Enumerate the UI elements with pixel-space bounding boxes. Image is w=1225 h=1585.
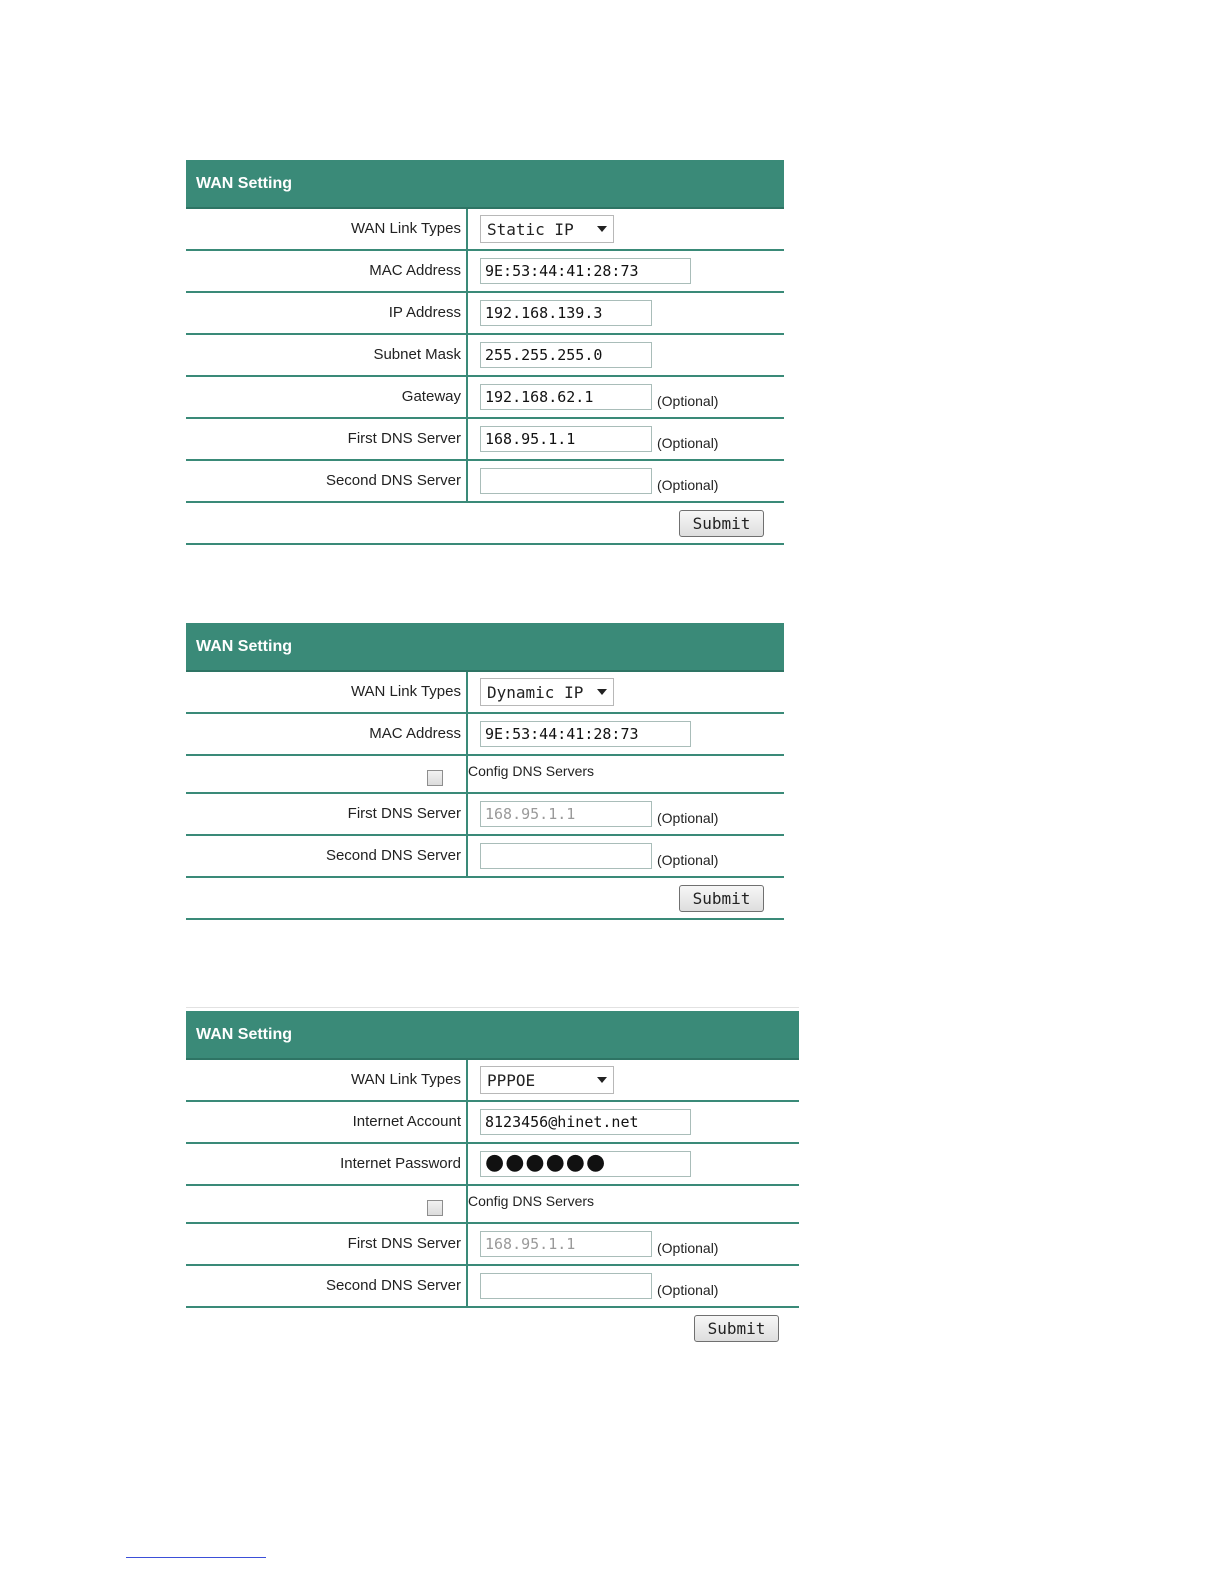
row-link-type bbox=[186, 209, 784, 251]
link-type-value: Static IP bbox=[487, 219, 574, 239]
row-password bbox=[186, 1144, 799, 1186]
second-dns-input[interactable] bbox=[480, 1273, 652, 1299]
optional-note: (Optional) bbox=[657, 852, 719, 868]
optional-note: (Optional) bbox=[657, 1282, 719, 1298]
panel-title: WAN Setting bbox=[186, 623, 784, 672]
label-mac: MAC Address bbox=[186, 714, 468, 754]
link-type-value: PPPOE bbox=[487, 1070, 536, 1090]
wan-setting-panel-dynamic bbox=[186, 623, 784, 920]
ip-address-input[interactable]: 192.168.139.3 bbox=[480, 300, 652, 326]
row-submit bbox=[186, 503, 784, 545]
label-dns2: Second DNS Server bbox=[186, 461, 468, 501]
config-dns-label: Config DNS Servers bbox=[468, 1193, 595, 1209]
first-dns-input[interactable]: 168.95.1.1 bbox=[480, 1231, 652, 1257]
label-account: Internet Account bbox=[186, 1102, 468, 1142]
link-type-value: Dynamic IP bbox=[487, 682, 584, 702]
submit-button[interactable]: Submit bbox=[679, 885, 764, 912]
row-dns2 bbox=[186, 1266, 799, 1308]
label-link-type: WAN Link Types bbox=[186, 672, 468, 712]
row-submit bbox=[186, 878, 784, 920]
panel-title: WAN Setting bbox=[186, 1011, 799, 1060]
config-dns-checkbox-cell bbox=[186, 756, 468, 792]
label-dns1: First DNS Server bbox=[186, 1224, 468, 1264]
row-mac bbox=[186, 251, 784, 293]
label-ip: IP Address bbox=[186, 293, 468, 333]
row-dns2 bbox=[186, 836, 784, 878]
row-config-dns bbox=[186, 1186, 799, 1224]
config-dns-checkbox-cell bbox=[186, 1186, 468, 1222]
first-dns-input[interactable]: 168.95.1.1 bbox=[480, 426, 652, 452]
second-dns-input[interactable] bbox=[480, 843, 652, 869]
label-link-type: WAN Link Types bbox=[186, 1060, 468, 1100]
label-mask: Subnet Mask bbox=[186, 335, 468, 375]
chevron-down-icon bbox=[597, 689, 607, 695]
row-dns1 bbox=[186, 419, 784, 461]
label-dns2: Second DNS Server bbox=[186, 836, 468, 876]
label-dns1: First DNS Server bbox=[186, 419, 468, 459]
link-type-select[interactable] bbox=[480, 1066, 614, 1094]
wan-setting-panel-pppoe bbox=[186, 1011, 799, 1348]
config-dns-label: Config DNS Servers bbox=[468, 763, 595, 779]
gateway-input[interactable]: 192.168.62.1 bbox=[480, 384, 652, 410]
label-gateway: Gateway bbox=[186, 377, 468, 417]
mac-address-input[interactable]: 9E:53:44:41:28:73 bbox=[480, 258, 691, 284]
optional-note: (Optional) bbox=[657, 435, 719, 451]
row-submit bbox=[186, 1308, 799, 1348]
label-dns2: Second DNS Server bbox=[186, 1266, 468, 1306]
first-dns-input[interactable]: 168.95.1.1 bbox=[480, 801, 652, 827]
row-account bbox=[186, 1102, 799, 1144]
submit-button[interactable]: Submit bbox=[694, 1315, 779, 1342]
second-dns-input[interactable] bbox=[480, 468, 652, 494]
panel-title: WAN Setting bbox=[186, 160, 784, 209]
link-type-select[interactable] bbox=[480, 678, 614, 706]
row-link-type bbox=[186, 672, 784, 714]
optional-note: (Optional) bbox=[657, 810, 719, 826]
label-link-type: WAN Link Types bbox=[186, 209, 468, 249]
divider bbox=[186, 1007, 799, 1008]
label-password: Internet Password bbox=[186, 1144, 468, 1184]
chevron-down-icon bbox=[597, 226, 607, 232]
mac-address-input[interactable]: 9E:53:44:41:28:73 bbox=[480, 721, 691, 747]
wan-setting-panel-static bbox=[186, 160, 784, 545]
optional-note: (Optional) bbox=[657, 393, 719, 409]
internet-account-input[interactable]: 8123456@hinet.net bbox=[480, 1109, 691, 1135]
link-type-select[interactable] bbox=[480, 215, 614, 243]
internet-password-input[interactable]: ●●●●●● bbox=[480, 1151, 691, 1177]
label-dns1: First DNS Server bbox=[186, 794, 468, 834]
row-gateway bbox=[186, 377, 784, 419]
optional-note: (Optional) bbox=[657, 1240, 719, 1256]
row-ip bbox=[186, 293, 784, 335]
row-dns1 bbox=[186, 794, 784, 836]
config-dns-checkbox[interactable] bbox=[427, 770, 443, 786]
label-mac: MAC Address bbox=[186, 251, 468, 291]
footnote-separator bbox=[126, 1557, 266, 1558]
subnet-mask-input[interactable]: 255.255.255.0 bbox=[480, 342, 652, 368]
chevron-down-icon bbox=[597, 1077, 607, 1083]
optional-note: (Optional) bbox=[657, 477, 719, 493]
row-mac bbox=[186, 714, 784, 756]
submit-button[interactable]: Submit bbox=[679, 510, 764, 537]
row-dns2 bbox=[186, 461, 784, 503]
row-mask bbox=[186, 335, 784, 377]
row-dns1 bbox=[186, 1224, 799, 1266]
row-link-type bbox=[186, 1060, 799, 1102]
row-config-dns bbox=[186, 756, 784, 794]
config-dns-checkbox[interactable] bbox=[427, 1200, 443, 1216]
